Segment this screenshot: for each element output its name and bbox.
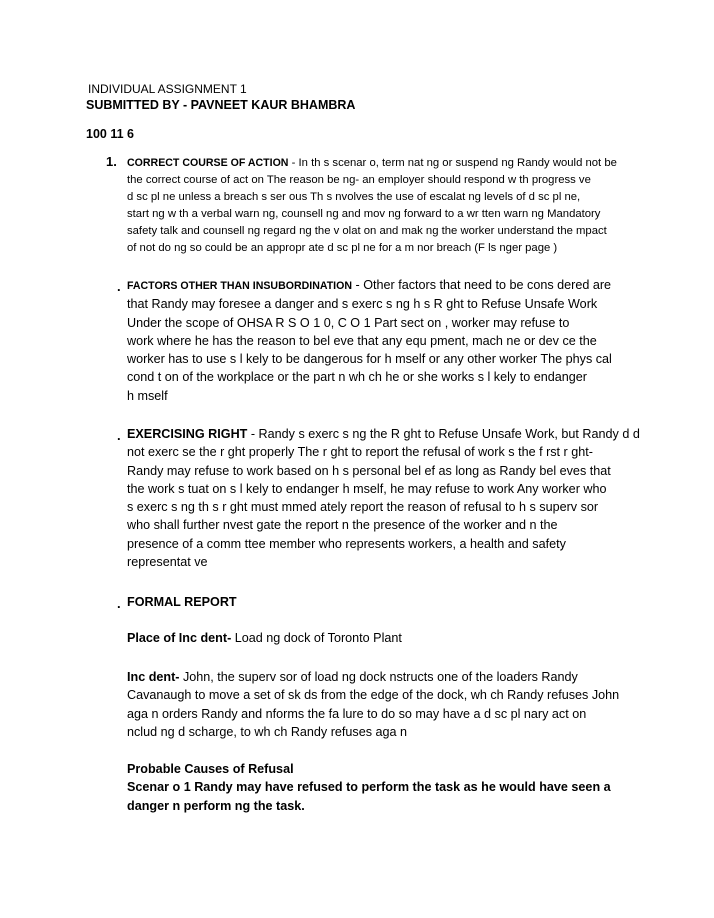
item-3-paragraph [127, 425, 640, 571]
item-3-text: - Randy s exerc s ng the R ght to Refuse Unsafe Work, but Randy d d [247, 427, 640, 441]
item-1-line-3: d sc pl ne unless a breach s ser ous Th s nvolves the use of escalat ng levels of d sc pl ne, [127, 191, 581, 203]
item-3-line-7: presence of a comm ttee member who represents workers, a health and safety [127, 536, 566, 551]
item-3-line-6: who shall further nvest gate the report n the presence of the worker and n the [127, 518, 558, 533]
scenario-line-1: Scenar o 1 Randy may have refused to perform the task as he would have seen a [127, 780, 611, 795]
item-3-heading: EXERCISING RIGHT [127, 427, 248, 441]
item-2-line-4: work where he has the reason to bel eve that any equ pment, mach ne or dev ce the [127, 333, 597, 348]
item-1-line-1 [127, 155, 647, 172]
incident-line-3: aga n orders Randy and nforms the fa lure to do so may have a d sc pl nary act on [127, 706, 587, 721]
item-3-line-4: the work s tuat on s l kely to endanger h mself, he may refuse to work Any worker who [127, 481, 607, 496]
item-1-line-5: safety talk and counsell ng regard ng the v olat on and mak ng the worker understand the mpact [127, 225, 607, 237]
item-3-bullet: . [117, 428, 121, 443]
item-3-line-2: not exerc se the r ght properly The r ght to report the refusal of work s the f rst r ght- [127, 445, 593, 460]
item-3-line-1 [127, 425, 640, 443]
causes-section [127, 760, 611, 815]
formal-report-heading: FORMAL REPORT [127, 595, 237, 609]
item-2-bullet: . [117, 279, 121, 294]
item-2-line-1 [127, 276, 612, 295]
item-3-line-5: s exerc s ng th s r ght must mmed ately report the reason of refusal to h s superv sor [127, 500, 599, 515]
item-3-line-8: representat ve [127, 555, 208, 570]
incident-line-2: Cavanaugh to move a set of sk ds from the edge of the dock, wh ch Randy refuses John [127, 688, 620, 703]
item-2-line-5: worker has to use s l kely to be dangerous for h mself or any other worker The phys cal [127, 352, 612, 367]
item-2-line-3: Under the scope of OHSA R S O 1 0, C O 1 Part sect on , worker may refuse to [127, 315, 570, 330]
assignment-title: INDIVIDUAL ASSIGNMENT 1 [88, 82, 247, 96]
item-2-line-6: cond t on of the workplace or the part n wh ch he or she works s l kely to endanger [127, 370, 587, 385]
item-2-line-7: h mself [127, 388, 168, 403]
item-1-number: 1. [106, 154, 117, 169]
place-of-incident [127, 629, 402, 647]
item-2-paragraph [127, 276, 612, 405]
item-1-line-2: the correct course of act on The reason be ng- an employer should respond w th progress ve [127, 174, 591, 186]
item-2-line-2: that Randy may foresee a danger and s exerc s ng h s R ght to Refuse Unsafe Work [127, 297, 598, 312]
incident-text: John, the superv sor of load ng dock nstructs one of the loaders Randy [179, 670, 578, 684]
incident-line-1 [127, 668, 619, 686]
student-id: 100 11 6 [86, 127, 134, 141]
item-2-text: - Other factors that need to be cons dered are [352, 278, 612, 292]
item-4-heading [127, 593, 237, 611]
item-1-heading: CORRECT COURSE OF ACTION [127, 157, 289, 169]
place-line [127, 629, 402, 647]
place-label: Place of Inc dent- [127, 631, 232, 645]
item-1-line-6: of not do ng so could be an appropr ate d sc pl ne for a m nor breach (F ls nger page ) [127, 242, 558, 254]
item-1-paragraph [127, 155, 647, 257]
item-1-line-4: start ng w th a verbal warn ng, counsell ng and mov ng forward to a wr tten warn ng Mandatory [127, 208, 601, 220]
incident-paragraph [127, 668, 619, 741]
item-1-text: - In th s scenar o, term nat ng or suspend ng Randy would not be [288, 157, 617, 169]
causes-heading: Probable Causes of Refusal [127, 762, 294, 776]
item-2-heading: FACTORS OTHER THAN INSUBORDINATION [127, 280, 353, 292]
incident-label: Inc dent- [127, 670, 180, 684]
submitted-by: SUBMITTED BY - PAVNEET KAUR BHAMBRA [86, 98, 356, 112]
scenario-line-2: danger n perform ng the task. [127, 798, 305, 813]
place-value: Load ng dock of Toronto Plant [231, 631, 402, 645]
item-4-bullet: . [117, 596, 121, 611]
incident-line-4: nclud ng d scharge, to wh ch Randy refuses aga n [127, 724, 408, 739]
item-3-line-3: Randy may refuse to work based on h s personal bel ef as long as Randy bel eves that [127, 463, 611, 478]
